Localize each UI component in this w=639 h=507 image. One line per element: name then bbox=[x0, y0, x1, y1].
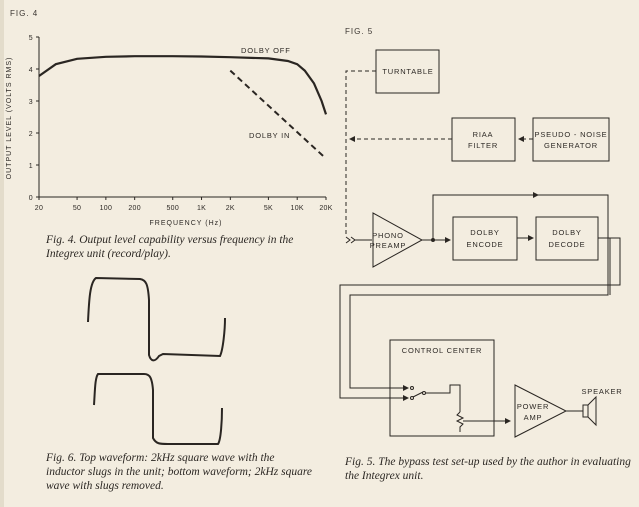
legend-dolby-in: DOLBY IN bbox=[249, 131, 291, 140]
x-tick-label: 5K bbox=[263, 205, 273, 212]
control-center-label: CONTROL CENTER bbox=[401, 346, 483, 355]
x-tick-label: 1K bbox=[196, 205, 207, 212]
fig5-diagram bbox=[330, 40, 635, 445]
power-label-2: AMP bbox=[523, 413, 543, 422]
phono-label-1: PHONO bbox=[372, 231, 404, 240]
x-axis-label: FREQUENCY (Hz) bbox=[149, 220, 223, 227]
dolby-decode-block bbox=[536, 217, 598, 260]
noise-label-2: GENERATOR bbox=[543, 141, 599, 150]
fig6-waveforms bbox=[80, 270, 240, 450]
fig4-chart bbox=[0, 0, 340, 235]
riaa-label-2: FILTER bbox=[467, 141, 499, 150]
power-label-1: POWER bbox=[516, 402, 550, 411]
series-line-0 bbox=[39, 56, 326, 114]
phono-label-2: PREAMP bbox=[369, 241, 407, 250]
y-tick-label: 4 bbox=[28, 67, 33, 74]
waveform-bottom bbox=[94, 374, 222, 444]
signal-wires bbox=[340, 71, 623, 432]
y-tick-label: 2 bbox=[28, 131, 33, 138]
noise-generator-block bbox=[533, 118, 609, 161]
x-tick-label: 2K bbox=[225, 205, 235, 212]
riaa-label-1: RIAA bbox=[472, 130, 494, 139]
series-line-1 bbox=[230, 71, 326, 159]
fig6-caption: Fig. 6. Top waveform: 2kHz square wave with the inductor slugs in the unit; bottom waveform; 2kHz square wave with slugs removed. bbox=[46, 452, 312, 492]
fig5-label: FIG. 5 bbox=[345, 27, 374, 36]
decode-label-1: DOLBY bbox=[552, 228, 582, 237]
dolby-encode-block bbox=[453, 217, 517, 260]
fig4-caption: Fig. 4. Output level capability versus frequency in the Integrex unit (record/play). bbox=[46, 234, 294, 260]
fig5-caption: Fig. 5. The bypass test set-up used by the author in evaluating the Integrex unit. bbox=[345, 456, 631, 482]
y-tick-label: 1 bbox=[28, 163, 33, 170]
x-tick-label: 10K bbox=[290, 205, 304, 212]
power-amp-block bbox=[515, 385, 566, 437]
waveform-top bbox=[88, 278, 225, 360]
x-tick-label: 20 bbox=[34, 205, 44, 212]
y-tick-label: 0 bbox=[28, 195, 33, 202]
speaker-icon bbox=[583, 405, 588, 417]
speaker-cone-icon bbox=[588, 397, 596, 425]
encode-label-2: ENCODE bbox=[466, 240, 504, 249]
x-tick-label: 50 bbox=[72, 205, 82, 212]
fig4-label: FIG. 4 bbox=[10, 9, 39, 18]
riaa-filter-block bbox=[452, 118, 515, 161]
decode-label-2: DECODE bbox=[548, 240, 586, 249]
legend-dolby-off: DOLBY OFF bbox=[241, 46, 291, 55]
encode-label-1: DOLBY bbox=[470, 228, 500, 237]
y-tick-label: 3 bbox=[28, 99, 33, 106]
x-tick-label: 200 bbox=[128, 205, 141, 212]
x-tick-label: 100 bbox=[99, 205, 113, 212]
x-tick-label: 20K bbox=[319, 205, 333, 212]
noise-label-1: PSEUDO - NOISE bbox=[534, 130, 608, 139]
x-tick-label: 500 bbox=[166, 205, 180, 212]
y-tick-label: 5 bbox=[28, 35, 33, 42]
turntable-label: TURNTABLE bbox=[382, 67, 434, 76]
speaker-label: SPEAKER bbox=[581, 387, 623, 396]
phono-preamp-block bbox=[373, 213, 422, 267]
y-axis-label: OUTPUT LEVEL (VOLTS RMS) bbox=[6, 56, 13, 180]
